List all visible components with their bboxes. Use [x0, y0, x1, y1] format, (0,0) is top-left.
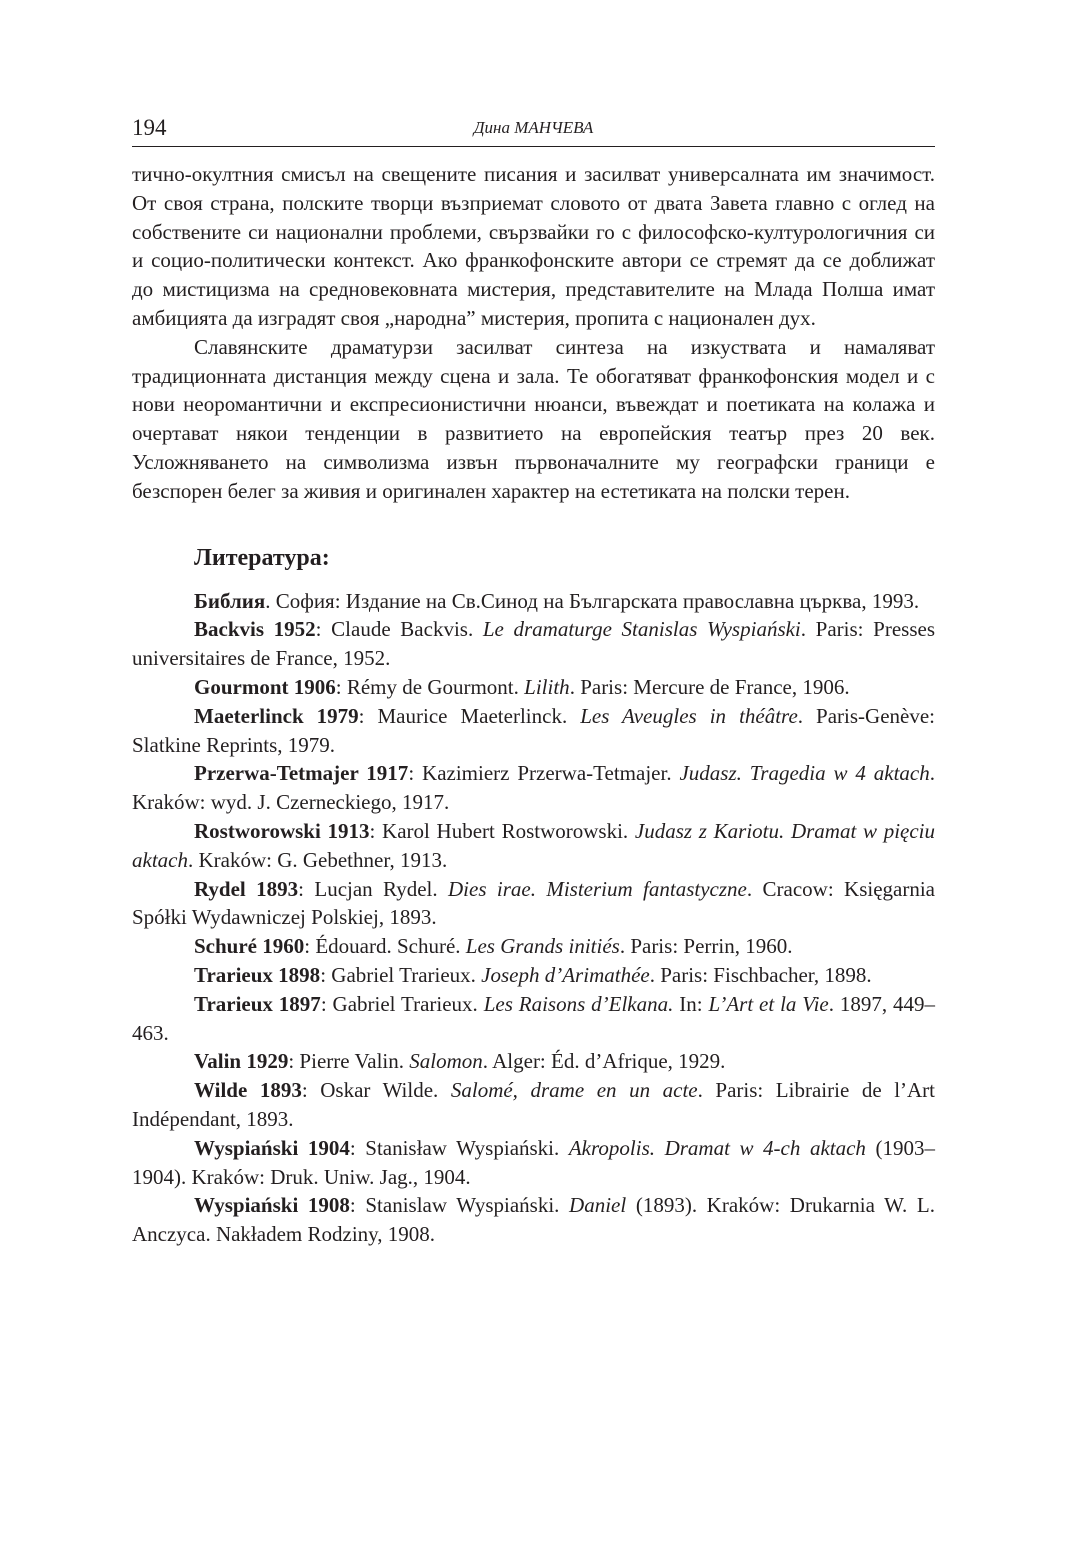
- reference-key: Valin 1929: [194, 1049, 289, 1074]
- references-heading: Литература:: [194, 544, 330, 571]
- reference-title: Daniel: [569, 1193, 627, 1218]
- reference-text: . Paris: Librairie de l’Art Indépendant, 1893.: [132, 1078, 936, 1131]
- reference-text: . Cracow: Księgarnia Spółki Wydawniczej Polskiej, 1893.: [132, 876, 935, 930]
- reference-title: Judasz. Tragedia w 4 aktach: [679, 761, 930, 786]
- reference-title: Dies irae. Misterium fantastyczne: [448, 876, 747, 901]
- reference-key: Trarieux 1898: [194, 962, 321, 987]
- reference-text: : Stanisław Wyspiański.: [349, 1135, 569, 1160]
- reference-entry: [132, 817, 935, 875]
- reference-title: Salomon: [409, 1049, 483, 1074]
- reference-title: Les Grands initiés: [465, 934, 620, 959]
- reference-key: Maeterlinck 1979: [194, 703, 359, 728]
- book-page: [132, 112, 935, 1249]
- reference-text: : Kazimierz Przerwa-Tetmajer.: [408, 761, 680, 786]
- reference-entry: [132, 875, 935, 933]
- reference-title: Lilith: [524, 674, 570, 699]
- reference-key: Rostworowski 1913: [194, 818, 370, 843]
- reference-text: . Paris: Mercure de France, 1906.: [569, 674, 850, 699]
- reference-text: : Maurice Maeterlinck.: [358, 703, 581, 728]
- reference-text: София: Издание на Св.Синод на Българската православна църква, 1993.: [275, 588, 920, 613]
- reference-text: : Pierre Valin.: [288, 1049, 410, 1074]
- reference-entry: [132, 1191, 935, 1249]
- reference-text: . 1897, 449–463.: [132, 991, 935, 1045]
- reference-text: : Édouard. Schuré.: [304, 934, 466, 959]
- reference-key: Gourmont 1906: [194, 674, 336, 699]
- running-title: Дина МАНЧЕВА: [473, 118, 594, 137]
- reference-key: Rydel 1893: [194, 876, 299, 901]
- reference-key: Wyspiański 1904: [194, 1135, 350, 1160]
- reference-key: Библия: [194, 588, 266, 613]
- reference-text: . Alger: Éd. d’Afrique, 1929.: [482, 1049, 726, 1074]
- reference-title: Joseph d’Arimathée: [481, 962, 650, 987]
- reference-text: : Gabriel Trarieux.: [320, 991, 484, 1016]
- reference-text: . Kraków: wyd. J. Czerneckiego, 1917.: [132, 761, 935, 815]
- reference-entry: [132, 587, 935, 616]
- reference-entry: [132, 1134, 935, 1192]
- reference-text: . Paris: Presses universitaires de France, 1952.: [132, 617, 935, 671]
- reference-entry: [132, 615, 935, 673]
- reference-text: : Oskar Wilde.: [301, 1078, 451, 1103]
- reference-title: Les Aveugles in théâtre: [580, 703, 798, 728]
- body-paragraph: тично-окултния смисъл на свещените писания и засилват универсалната им значимост. От своя страна, полските творци възприемат словото от двата Завета главно с оглед на собствените си национални проблеми, свързвайки го с философско-културологичния си и социо-политически контекст. Ако франкофонските автори се стремят да се доближат до мистицизма на средновековната мистерия, представителите на Млада Полша имат амбицията да изградят своя „народна” мистерия, пропита с национален дух.: [132, 162, 935, 330]
- reference-text: : Stanislaw Wyspiański.: [349, 1193, 570, 1218]
- reference-list: [132, 587, 935, 1249]
- reference-entry: [132, 702, 935, 760]
- reference-entry: [132, 673, 935, 702]
- reference-entry: [132, 990, 935, 1048]
- reference-text: : Rémy de Gourmont.: [335, 674, 525, 699]
- reference-text: : Gabriel Trarieux.: [320, 962, 482, 987]
- body-paragraph: Славянските драматурзи засилват синтеза на изкуствата и намаляват традиционната дистанция между сцена и зала. Те обогатяват франкофонския модел и с нови неоромантични и експресионистични нюанси, въвеждат и поетиката на колажа и очертават някои тенденции в развитието на европейския театър през 20 век. Усложняването на символизма извън първоначалните му географски граници е безспорен белег за живия и оригинален характер на естетиката на полски терен.: [132, 334, 935, 503]
- reference-text: : Claude Backvis.: [315, 617, 483, 642]
- reference-text: . Kraków: G. Gebethner, 1913.: [187, 847, 448, 872]
- reference-entry: [132, 1076, 935, 1134]
- reference-text: (1893). Kraków: Drukarnia W. L. Anczyca. Nakładem Rodziny, 1908.: [132, 1193, 936, 1247]
- reference-title: L’Art et la Vie: [708, 991, 829, 1016]
- running-header: [132, 112, 935, 147]
- reference-entry: [132, 759, 935, 817]
- reference-text: : Lucjan Rydel.: [298, 876, 449, 901]
- reference-title: Les Raisons d’Elkana.: [483, 991, 674, 1016]
- reference-key: Schuré 1960: [194, 934, 305, 959]
- reference-entry: [132, 1047, 935, 1076]
- reference-entry: [132, 932, 935, 961]
- reference-text: : Karol Hubert Rostworowski.: [369, 818, 635, 843]
- reference-key: Wyspiański 1908: [194, 1193, 350, 1218]
- reference-key: Przerwa-Tetmajer 1917: [194, 761, 409, 786]
- reference-title: Akropolis. Dramat w 4-ch aktach: [568, 1135, 866, 1160]
- page-number: 194: [132, 115, 167, 140]
- reference-key: Backvis 1952: [194, 617, 316, 642]
- reference-title: Le dramaturge Stanislas Wyspiański: [482, 617, 801, 642]
- reference-key: Wilde 1893: [194, 1078, 302, 1103]
- reference-text: . Paris: Perrin, 1960.: [619, 934, 793, 959]
- reference-text: (1903–1904). Kraków: Druk. Uniw. Jag., 1904.: [132, 1135, 936, 1189]
- reference-text: . Paris: Fischbacher, 1898.: [649, 962, 872, 987]
- reference-title: Salomé, drame en un acte: [450, 1078, 698, 1103]
- reference-key: Trarieux 1897: [194, 991, 321, 1016]
- reference-text: .: [265, 588, 276, 613]
- reference-text: . Paris-Genève: Slatkine Reprints, 1979.: [132, 703, 936, 757]
- reference-title: Judasz z Kariotu. Dramat w pięciu aktach: [132, 818, 936, 872]
- reference-text: In:: [673, 991, 709, 1016]
- reference-entry: [132, 961, 935, 990]
- body-text: [132, 160, 935, 506]
